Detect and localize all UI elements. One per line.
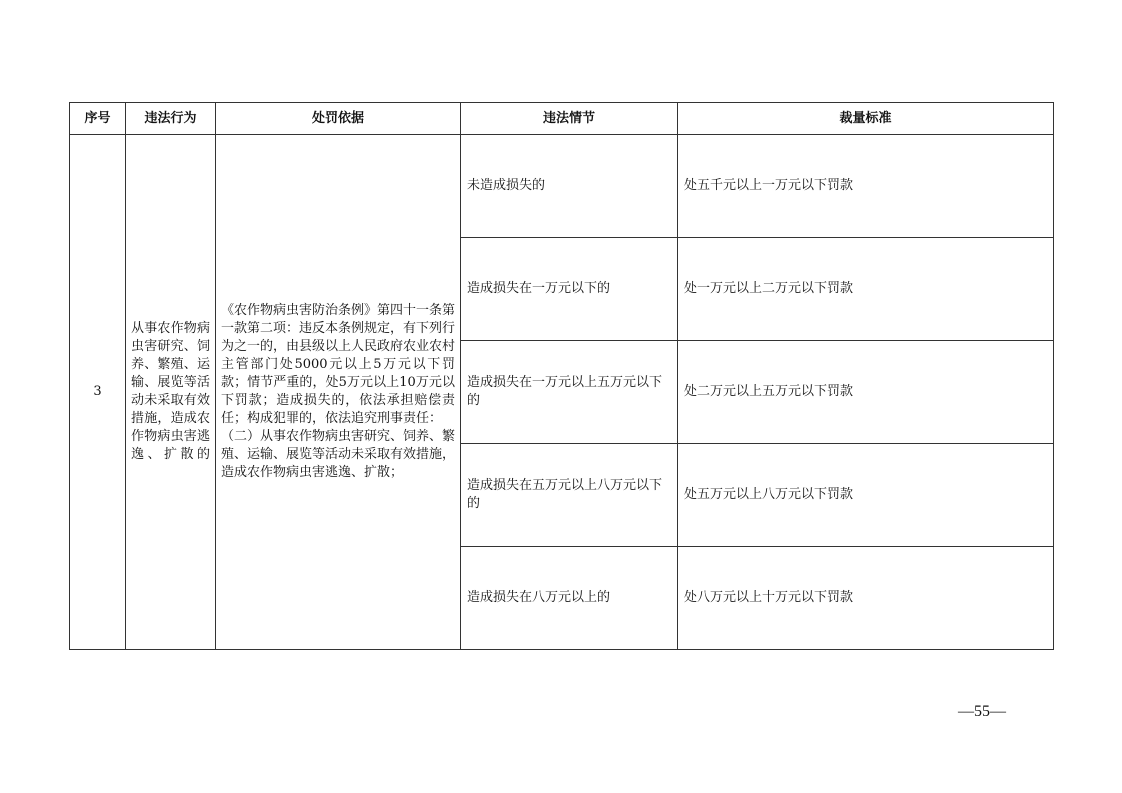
circumstance-cell	[461, 444, 678, 547]
circumstance-cell	[461, 547, 678, 650]
header-standard: 裁量标准	[678, 103, 1054, 135]
circumstance-text: 造成损失在一万元以下的	[467, 281, 611, 296]
penalty-basis-cell	[216, 135, 461, 650]
standard-text: 处八万元以上十万元以下罚款	[684, 590, 854, 605]
standard-cell	[678, 341, 1054, 444]
standard-cell	[678, 547, 1054, 650]
circumstance-text: 未造成损失的	[467, 178, 546, 193]
standard-cell	[678, 135, 1054, 238]
table-row	[70, 135, 1054, 238]
page-number: —55—	[958, 703, 1006, 720]
standard-text: 处二万元以上五万元以下罚款	[684, 384, 854, 399]
table-header-row	[70, 103, 1054, 135]
circumstance-cell	[461, 135, 678, 238]
header-basis: 处罚依据	[216, 103, 461, 135]
basis-clause-text: （二）从事农作物病虫害研究、饲养、繁殖、运输、展览等活动未采取有效措施，造成农作物病虫害逃逸、扩散；	[221, 429, 456, 480]
circumstance-cell	[461, 341, 678, 444]
standard-text: 处五万元以上八万元以下罚款	[684, 487, 854, 502]
standard-text: 处一万元以上二万元以下罚款	[684, 281, 854, 296]
header-seq: 序号	[70, 103, 126, 135]
circumstance-text: 造成损失在八万元以上的	[467, 590, 611, 605]
violation-behavior-cell: 从事农作物病虫害研究、饲养、繁殖、运输、展览等活动未采取有效措施，造成农作物病虫害逃逸、扩散的	[126, 135, 216, 650]
basis-main-text: 《农作物病虫害防治条例》第四十一条第一款第二项：违反本条例规定，有下列行为之一的，由县级以上人民政府农业农村主管部门处5000元以上5万元以下罚款；情节严重的，处5万元以上10万元以下罚款；造成损失的，依法承担赔偿责任；构成犯罪的，依法追究刑事责任：	[221, 303, 456, 426]
circumstance-text: 造成损失在五万元以上八万元以下的	[467, 478, 663, 511]
standard-cell	[678, 238, 1054, 341]
standard-cell	[678, 444, 1054, 547]
penalty-standard-table	[69, 102, 1054, 650]
circumstance-cell	[461, 238, 678, 341]
standard-text: 处五千元以上一万元以下罚款	[684, 178, 854, 193]
circumstance-text: 造成损失在一万元以上五万元以下的	[467, 375, 663, 408]
header-circumstance: 违法情节	[461, 103, 678, 135]
header-behavior: 违法行为	[126, 103, 216, 135]
row-seq-cell: 3	[70, 135, 126, 650]
